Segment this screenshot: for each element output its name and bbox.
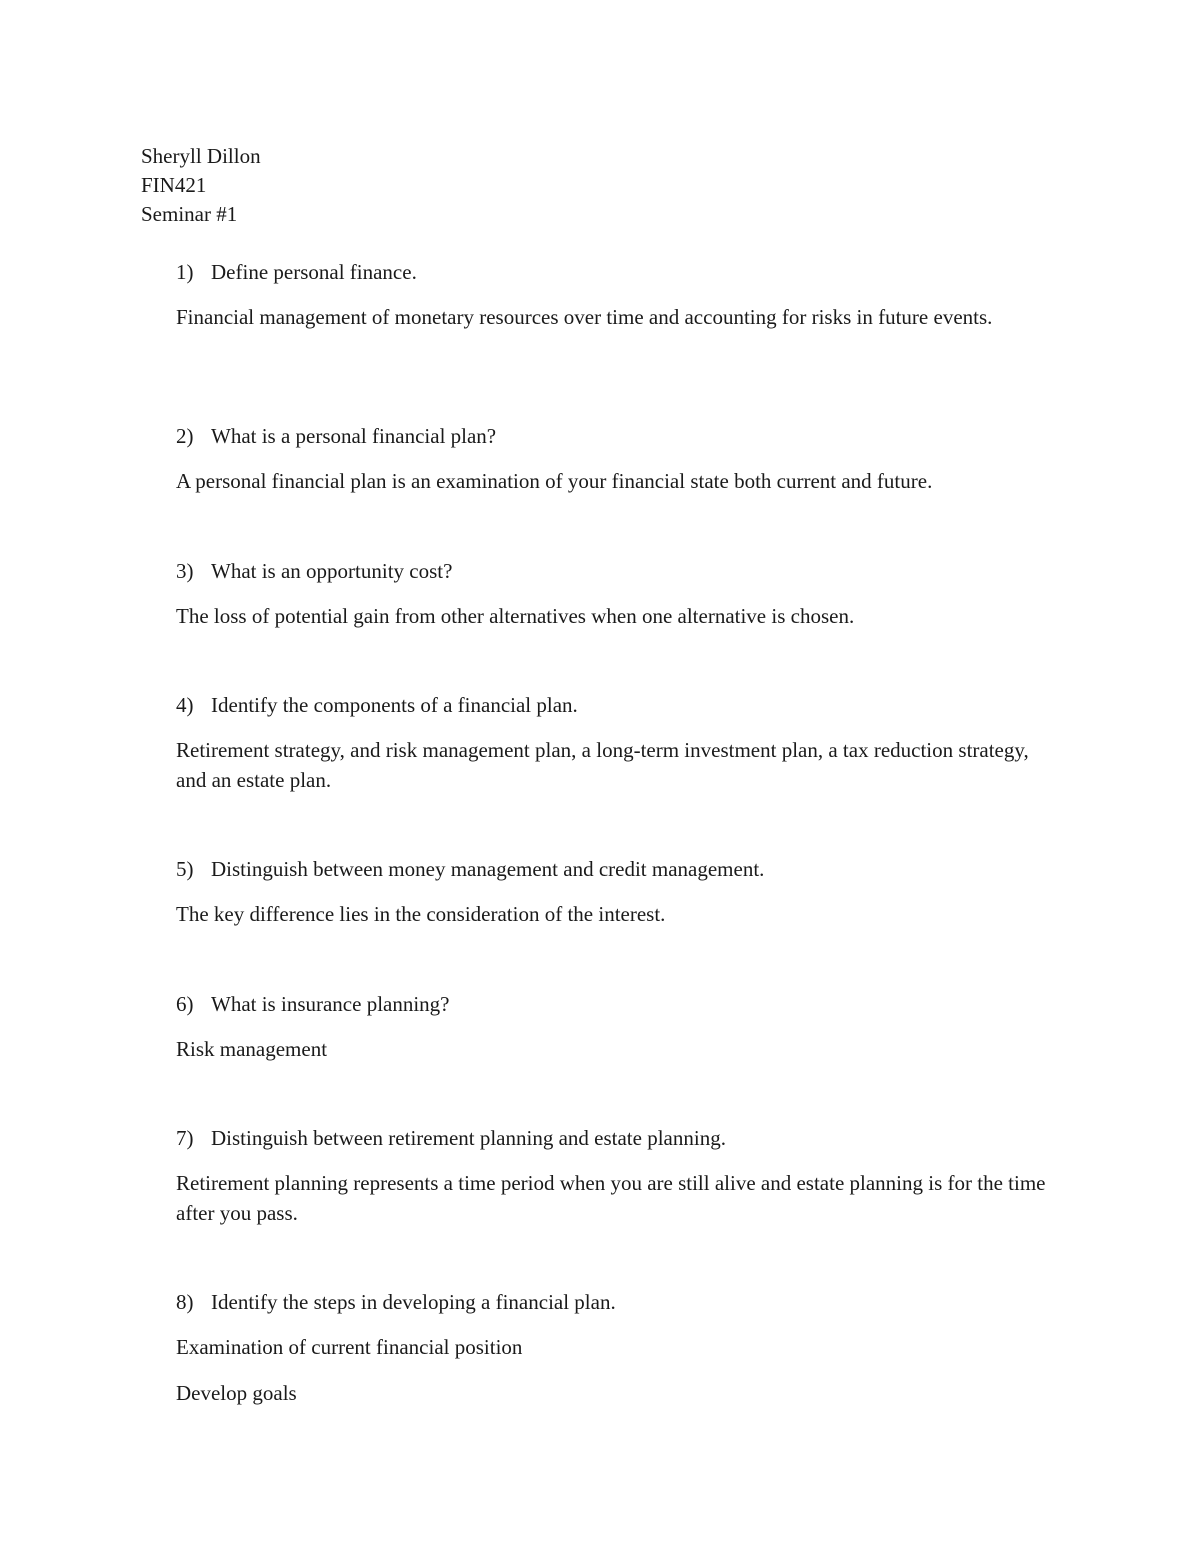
question-6 (176, 991, 450, 1017)
question-7 (176, 1125, 726, 1151)
question-text: Identify the components of a financial plan. (211, 693, 578, 717)
answer-6: Risk management (176, 1037, 328, 1061)
answer-1: Financial management of monetary resources over time and accounting for risks in future events. (176, 305, 993, 329)
author-name: Sheryll Dillon (141, 144, 261, 168)
question-5 (176, 856, 764, 882)
question-text: Distinguish between money management and credit management. (211, 857, 765, 881)
question-number: 4) (176, 693, 194, 717)
question-number: 5) (176, 857, 194, 881)
question-number: 3) (176, 559, 194, 583)
question-text: Define personal finance. (211, 260, 417, 284)
seminar-title: Seminar #1 (141, 202, 238, 226)
question-number: 2) (176, 424, 194, 448)
answer-8-step-2: Develop goals (176, 1381, 297, 1405)
question-number: 6) (176, 992, 194, 1016)
question-text: Distinguish between retirement planning and estate planning. (211, 1126, 726, 1150)
question-3 (176, 558, 452, 584)
answer-3: The loss of potential gain from other alternatives when one alternative is chosen. (176, 604, 855, 628)
answer-4: Retirement strategy, and risk management plan, a long-term investment plan, a tax reduction strategy, and an estate plan. (176, 738, 1029, 792)
question-number: 7) (176, 1126, 194, 1150)
question-4 (176, 692, 578, 718)
answer-2: A personal financial plan is an examination of your financial state both current and future. (176, 469, 933, 493)
question-number: 8) (176, 1290, 194, 1314)
answer-7: Retirement planning represents a time period when you are still alive and estate planning is for the time after you pass. (176, 1171, 1046, 1225)
question-1 (176, 259, 417, 285)
answer-5: The key difference lies in the consideration of the interest. (176, 902, 666, 926)
question-text: What is insurance planning? (211, 992, 450, 1016)
question-text: What is an opportunity cost? (211, 559, 453, 583)
course-code: FIN421 (141, 173, 207, 197)
answer-8-step-1: Examination of current financial position (176, 1335, 523, 1359)
question-text: What is a personal financial plan? (211, 424, 497, 448)
question-number: 1) (176, 260, 194, 284)
question-8 (176, 1289, 616, 1315)
question-text: Identify the steps in developing a financial plan. (211, 1290, 616, 1314)
question-2 (176, 423, 496, 449)
